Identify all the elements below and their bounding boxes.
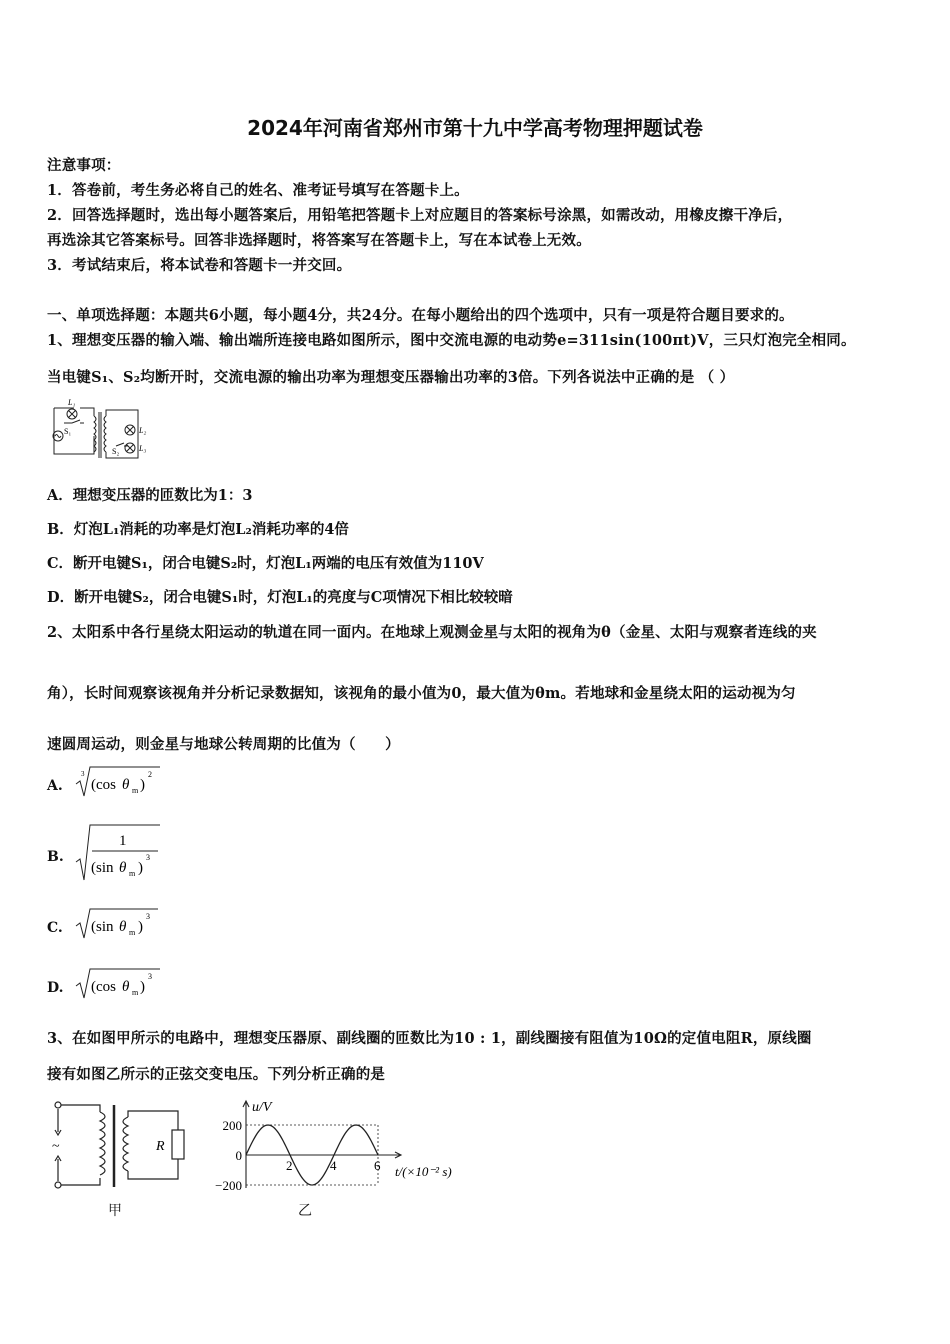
q1-fig-label-l2: L₂: [139, 426, 147, 435]
q1-stem-line2: 当电键S₁、S₂均断开时，交流电源的输出功率为理想变压器输出功率的3倍。下列各说法中正确的是 （ ）: [47, 369, 735, 386]
svg-text:m: m: [129, 928, 136, 937]
x-tick-label: 6: [374, 1158, 381, 1173]
svg-text:m: m: [132, 786, 139, 795]
svg-text:m: m: [132, 988, 139, 997]
q2-option-b-formula: [72, 822, 172, 884]
svg-text:m: m: [129, 869, 136, 878]
q2-stem-line1: 2、太阳系中各行星绕太阳运动的轨道在同一面内。在地球上观测金星与太阳的视角为θ（金星、太阳与观察者连线的夹: [47, 624, 817, 641]
svg-text:): ): [138, 919, 143, 935]
svg-text:θ: θ: [122, 979, 130, 995]
x-tick-label: 2: [286, 1158, 293, 1173]
page-title: 2024年河南省郑州市第十九中学高考物理押题试卷: [247, 116, 703, 140]
q3-stem-line1: 3、在如图甲所示的电路中，理想变压器原、副线圈的匝数比为10 : 1，副线圈接有阻值为10Ω的定值电阻R，原线圈: [47, 1030, 812, 1047]
graph-y-label: u/V: [252, 1100, 272, 1115]
q2-option-c-label: C.: [47, 920, 63, 936]
q2-stem-line3: 速圆周运动，则金星与地球公转周期的比值为（ ）: [47, 736, 400, 753]
q1-option-c: C．断开电键S₁，闭合电键S₂时，灯泡L₁两端的电压有效值为110V: [47, 555, 484, 572]
q1-option-a: A．理想变压器的匝数比为1：3: [47, 487, 253, 504]
notice-item-1: 1．答卷前，考生务必将自己的姓名、准考证号填写在答题卡上。: [47, 182, 469, 199]
q3-figure-a-circuit: [48, 1097, 198, 1222]
svg-text:): ): [140, 979, 145, 995]
q1-fig-label-l3: L₃: [139, 444, 147, 453]
svg-text:3: 3: [146, 912, 150, 921]
svg-text:): ): [138, 860, 143, 876]
q1-option-d: D．断开电键S₂，闭合电键S₁时，灯泡L₁的亮度与C项情况下相比较较暗: [47, 589, 513, 606]
notice-item-2: 2．回答选择题时，选出每小题答案后，用铅笔把答题卡上对应题目的答案标号涂黑，如需改动，用橡皮擦干净后，: [47, 207, 793, 224]
notice-item-3: 3．考试结束后，将本试卷和答题卡一并交回。: [47, 257, 352, 274]
svg-text:3: 3: [146, 853, 150, 862]
q2-option-a-formula: [72, 764, 172, 800]
section-heading: 一、单项选择题：本题共6小题，每小题4分，共24分。在每小题给出的四个选项中，只有一项是符合题目要求的。: [47, 307, 794, 324]
q2-stem-line2: 角），长时间观察该视角并分析记录数据知，该视角的最小值为0，最大值为θm。若地球和金星绕太阳的运动视为匀: [47, 685, 796, 702]
q3-fig-a-source-symbol: ~: [52, 1139, 60, 1154]
q2-option-a-label: A.: [47, 778, 63, 794]
y-tick-label: 0: [235, 1148, 242, 1163]
svg-text:1: 1: [119, 833, 127, 849]
x-tick-label: 4: [330, 1158, 337, 1173]
svg-text:3: 3: [148, 972, 152, 981]
q1-stem-line1: 1、理想变压器的输入端、输出端所连接电路如图所示，图中交流电源的电动势e=311sin(100πt)V，三只灯泡完全相同。: [47, 332, 856, 349]
svg-text:(cos: (cos: [91, 979, 116, 995]
notice-item-2-cont: 再选涂其它答案标号。回答非选择题时，将答案写在答题卡上，写在本试卷上无效。: [47, 232, 591, 249]
svg-text:θ: θ: [119, 919, 127, 935]
q2-option-d-label: D.: [47, 980, 64, 996]
svg-text:(sin: (sin: [91, 860, 114, 876]
q3-stem-line2: 接有如图乙所示的正弦交变电压。下列分析正确的是: [47, 1066, 386, 1083]
y-tick-label: −200: [215, 1178, 242, 1193]
graph-x-label: t/(×10⁻² s): [395, 1164, 452, 1179]
q2-option-b-label: B.: [47, 849, 64, 865]
q1-fig-label-s2: S₂: [112, 447, 120, 456]
svg-text:(cos: (cos: [91, 777, 116, 793]
q3-fig-b-caption: 乙: [298, 1203, 312, 1219]
q1-circuit-diagram: [44, 396, 156, 466]
q2-option-c-formula: [72, 906, 172, 942]
y-tick-label: 200: [222, 1118, 242, 1133]
q1-option-b: B．灯泡L₁消耗的功率是灯泡L₂消耗功率的4倍: [47, 521, 349, 538]
svg-text:3: 3: [81, 770, 85, 778]
q1-fig-label-l1: L₁: [68, 398, 76, 407]
svg-text:2: 2: [148, 770, 152, 779]
svg-text:(sin: (sin: [91, 919, 114, 935]
q1-fig-label-s1: S₁: [64, 427, 72, 436]
q3-fig-a-caption: 甲: [108, 1203, 122, 1219]
q2-option-d-formula: [72, 966, 172, 1002]
notice-heading: 注意事项：: [47, 157, 121, 174]
svg-text:): ): [140, 777, 145, 793]
svg-text:θ: θ: [122, 777, 130, 793]
q3-fig-a-resistor-label: R: [156, 1139, 165, 1154]
svg-text:θ: θ: [119, 860, 127, 876]
q3-figure-b-graph: [200, 1098, 470, 1198]
